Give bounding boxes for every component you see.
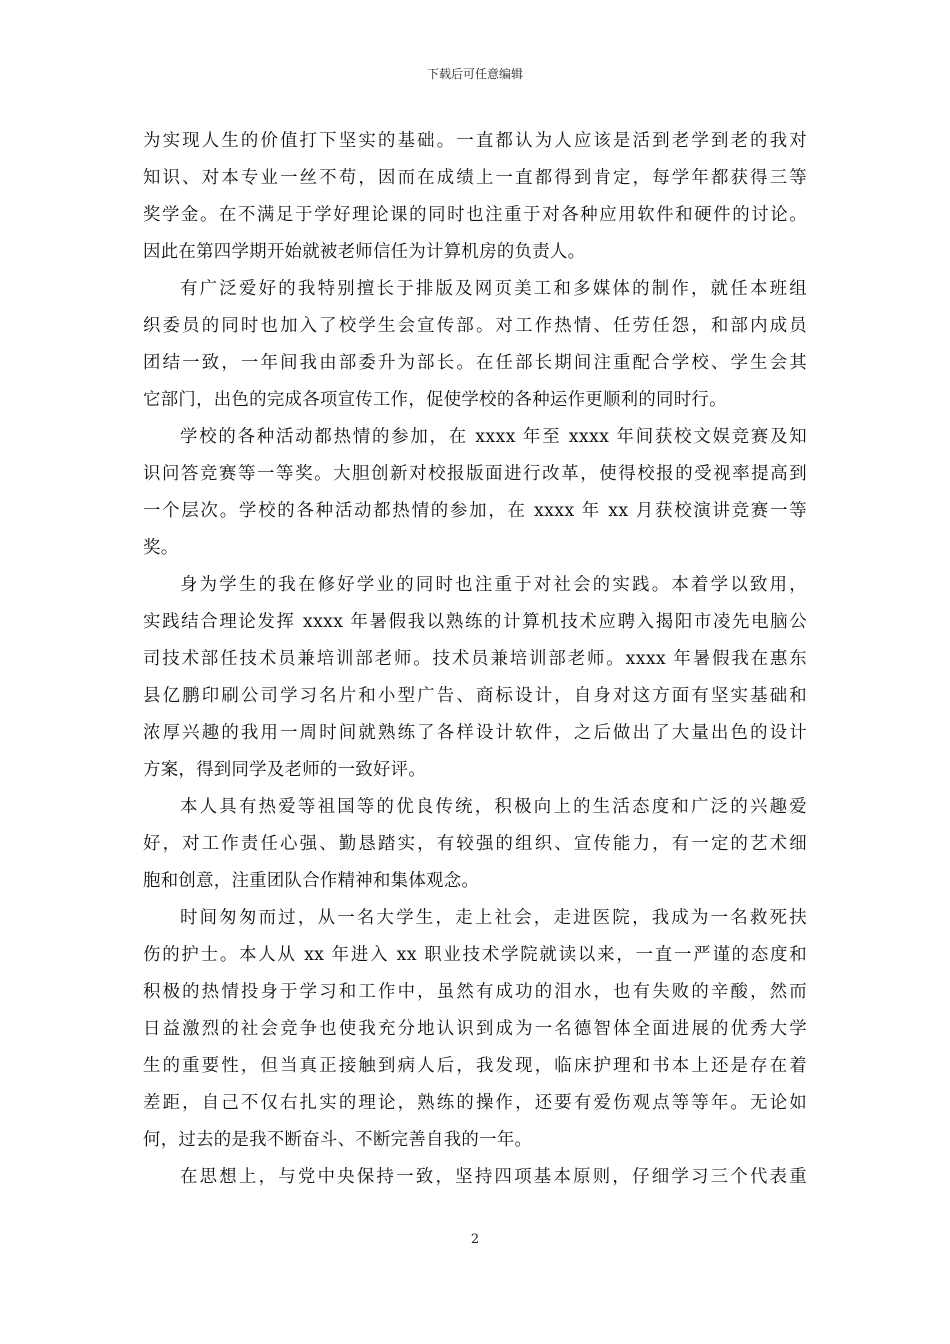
text-line: 有广泛爱好的我特别擅长于排版及网页美工和多媒体的制作，就任本班组 [180, 279, 807, 299]
text-line: 身为学生的我在修好学业的同时也注重于对社会的实践。本着学以致用， [180, 575, 807, 595]
page-number: 2 [470, 1232, 480, 1247]
text-line: 积极的热情投身于学习和工作中，虽然有成功的泪水，也有失败的辛酸，然而 [143, 982, 807, 1002]
text-line: 在思想上，与党中央保持一致，坚持四项基本原则，仔细学习三个代表重 [180, 1167, 807, 1187]
text-line: 胞和创意，注重团队合作精神和集体观念。 [143, 871, 480, 891]
text-line: 为实现人生的价值打下坚实的基础。一直都认为人应该是活到老学到老的我对 [143, 131, 807, 151]
text-line: 知识、对本专业一丝不苟，因而在成绩上一直都得到肯定，每学年都获得三等 [143, 168, 807, 188]
text-line: 一个层次。学校的各种活动都热情的参加，在 xxxx 年 xx 月获校演讲竞赛一等 [143, 501, 807, 521]
paragraph [143, 123, 807, 271]
text-line: 实践结合理论发挥 xxxx 年暑假我以熟练的计算机技术应聘入揭阳市凌先电脑公 [143, 612, 807, 632]
paragraph [143, 900, 807, 1159]
text-line: 时间匆匆而过，从一名大学生，走上社会，走进医院，我成为一名救死扶 [180, 908, 807, 928]
paragraph [143, 271, 807, 419]
text-line: 因此在第四学期开始就被老师信任为计算机房的负责人。 [143, 242, 586, 262]
text-line: 司技术部任技术员兼培训部老师。技术员兼培训部老师。xxxx 年暑假我在惠东 [143, 649, 807, 669]
text-line: 日益激烈的社会竞争也使我充分地认识到成为一名德智体全面进展的优秀大学 [143, 1019, 807, 1039]
paragraph [143, 419, 807, 567]
text-line: 生的重要性，但当真正接触到病人后，我发现，临床护理和书本上还是存在着 [143, 1056, 807, 1076]
text-line: 本人具有热爱等祖国等的优良传统，积极向上的生活态度和广泛的兴趣爱 [180, 797, 807, 817]
text-line: 奖学金。在不满足于学好理论课的同时也注重于对各种应用软件和硬件的讨论。 [143, 205, 807, 225]
document-body [143, 123, 807, 1196]
text-line: 差距，自己不仅右扎实的理论，熟练的操作，还要有爱伤观点等等年。无论如 [143, 1093, 807, 1113]
text-line: 好，对工作责任心强、勤恳踏实，有较强的组织、宣传能力，有一定的艺术细 [143, 834, 807, 854]
text-line: 奖。 [143, 538, 179, 558]
text-line: 方案，得到同学及老师的一致好评。 [143, 760, 427, 780]
page-header: 下载后可任意编辑 [426, 67, 523, 81]
paragraph [143, 567, 807, 789]
text-line: 浓厚兴趣的我用一周时间就熟练了各样设计软件，之后做出了大量出色的设计 [143, 723, 807, 743]
text-line: 它部门，出色的完成各项宣传工作，促使学校的各种运作更顺利的同时行。 [143, 390, 727, 410]
paragraph [143, 789, 807, 900]
text-line: 识问答竞赛等一等奖。大胆创新对校报版面进行改革，使得校报的受视率提高到 [143, 464, 807, 484]
text-line: 学校的各种活动都热情的参加，在 xxxx 年至 xxxx 年间获校文娱竞赛及知 [180, 427, 807, 447]
text-line: 何，过去的是我不断奋斗、不断完善自我的一年。 [143, 1130, 533, 1150]
text-line: 团结一致，一年间我由部委升为部长。在任部长期间注重配合学校、学生会其 [143, 353, 807, 373]
text-line: 织委员的同时也加入了校学生会宣传部。对工作热情、任劳任怨，和部内成员 [143, 316, 807, 336]
text-line: 伤的护士。本人从 xx 年进入 xx 职业技术学院就读以来，一直一严谨的态度和 [143, 945, 807, 965]
text-line: 县亿鹏印刷公司学习名片和小型广告、商标设计，自身对这方面有坚实基础和 [143, 686, 807, 706]
paragraph [143, 1159, 807, 1196]
